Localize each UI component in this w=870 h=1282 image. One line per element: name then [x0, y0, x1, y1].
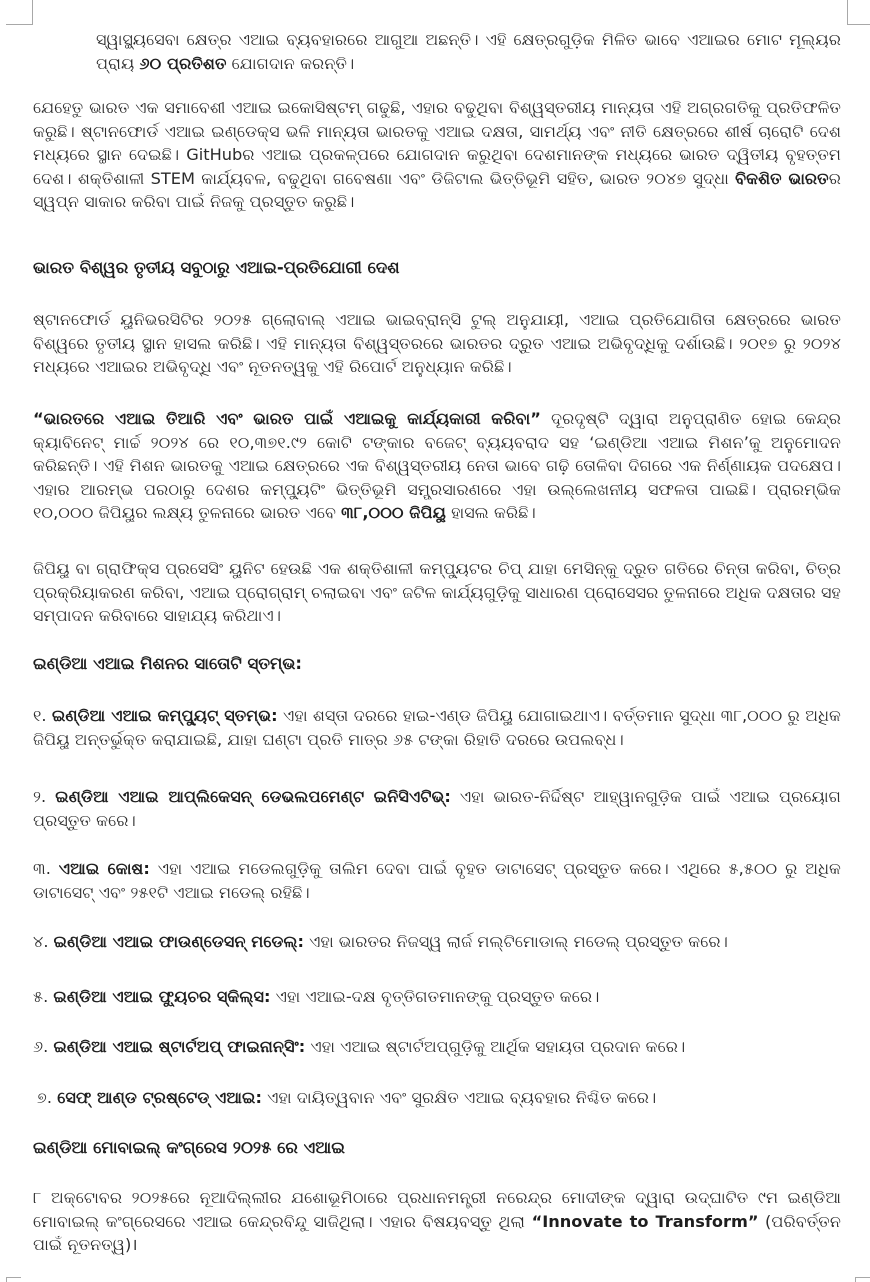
list-item-text: ଏହା ଶସ୍ତା ଦରରେ ହାଇ-ଏଣ୍ଡ ଜିପିୟୁ ଯୋଗାଇଥାଏ। ବର୍ତ୍ତମାନ ସୁଦ୍ଧା ୩୮,୦୦୦ ରୁ ଅଧିକ ଜିପିୟୁ ଅନ୍ତର୍ଭୁକ୍ତ କରାଯାଇଛି, ଯାହା ଘଣ୍ଟା ପ୍ରତି ମାତ୍ର ୬୫ ଟଙ୍କା ରିହାତି ଦରରେ ଉପଲବ୍ଧ। [33, 706, 841, 749]
list-item-title: ଇଣ୍ଡିଆ ଏଆଇ ଷ୍ଟାର୍ଟଅପ୍ ଫାଇନାନ୍ସିଂ: [53, 1037, 306, 1056]
list-item-text: ଏହା ଏଆଇ ଷ୍ଟାର୍ଟଅପ୍‌ଗୁଡ଼ିକୁ ଆର୍ଥିକ ସହାୟତା ପ୍ରଦାନ କରେ। [305, 1037, 686, 1056]
paragraph-text: ଯୋଗଦାନ କରନ୍ତି। [226, 53, 355, 73]
list-item-text: ଏହା ଏଆଇ-ଦକ୍ଷ ବୃତ୍ତିଗତମାନଙ୍କୁ ପ୍ରସ୍ତୁତ କରେ। [270, 987, 600, 1006]
bold-percentage: ୬୦ ପ୍ରତିଶତ [139, 53, 227, 73]
bold-gpu-count: ୩୮,୦୦୦ ଜିପିୟୁ [341, 503, 446, 522]
paragraph-india-ai-mission [33, 407, 841, 525]
list-number: ୨. [33, 787, 56, 806]
list-item-title: ଇଣ୍ଡିଆ ଏଆଇ ଫ୍ୟୁଚର ସ୍କିଲ୍‌ସ: [53, 987, 271, 1006]
list-item-title: ଇଣ୍ଡିଆ ଏଆଇ ଫାଉଣ୍ଡେସନ୍ ମଡେଲ୍: [53, 932, 304, 951]
list-item-title: ଇଣ୍ଡିଆ ଏଆଇ କମ୍ପ୍ୟୁଟ୍ ସ୍ତମ୍ଭ: [51, 706, 278, 725]
list-item [33, 1035, 841, 1059]
crop-mark-top-left [6, 0, 33, 25]
list-item [37, 1086, 845, 1110]
list-item-text: ଏହା ଭାରତର ନିଜସ୍ୱ ଲାର୍ଜ ମଲ୍ଟିମୋଡାଲ୍ ମଡେଲ୍ ପ୍ରସ୍ତୁତ କରେ। [304, 932, 728, 951]
section-heading-mobile-congress: ଇଣ୍ଡିଆ ମୋବାଇଲ୍ କଂଗ୍ରେସ ୨୦୨୫ ରେ ଏଆଇ [33, 1138, 345, 1157]
paragraph-ecosystem [33, 96, 841, 214]
paragraph-text: ଦୂରଦୃଷ୍ଟି ଦ୍ୱାରା ଅନୁପ୍ରାଣିତ ହୋଇ କେନ୍ଦ୍ର କ୍ୟାବିନେଟ୍ ମାର୍ଚ୍ଚ ୨୦୨୪ ରେ ୧୦,୩୭୧.୯୨ କୋଟି ଟଙ୍କାର ବଜେଟ୍ ବ୍ୟୟବରାଦ ସହ ‘ଇଣ୍ଡିଆ ଏଆଇ ମିଶନ’କୁ ଅନୁମୋଦନ କରିଛନ୍ତି। ଏହି ମିଶନ ଭାରତକୁ ଏଆଇ କ୍ଷେତ୍ରରେ ଏକ ବିଶ୍ୱସ୍ତରୀୟ ନେତା ଭାବେ ଗଢ଼ି ତୋଳିବା ଦିଗରେ ଏକ ନିର୍ଣ୍ଣାୟକ ପଦକ୍ଷେପ। ଏହାର ଆରମ୍ଭ ପରଠାରୁ ଦେଶର କମ୍ପ୍ୟୁଟିଂ ଭିତ୍ତିଭୂମି ସମ୍ପ୍ରସାରଣରେ ଏହା ଉଲ୍ଲେଖନୀୟ ସଫଳତା ପାଇଛି। ପ୍ରାରମ୍ଭିକ ୧୦,୦୦୦ ଜିପିୟୁର ଲକ୍ଷ୍ୟ ତୁଳନାରେ ଭାରତ ଏବେ [33, 409, 841, 522]
list-number: ୫. [33, 987, 54, 1006]
list-item [33, 985, 841, 1009]
section-heading-seven-pillars: ଇଣ୍ଡିଆ ଏଆଇ ମିଶନର ସାତୋଟି ସ୍ତମ୍ଭ: [33, 654, 302, 673]
list-item [33, 857, 841, 904]
paragraph-gpu-definition: ଜିପିୟୁ ବା ଗ୍ରାଫିକ୍ସ ପ୍ରସେସିଂ ୟୁନିଟ ହେଉଛି ଏକ ଶକ୍ତିଶାଳୀ କମ୍ପ୍ୟୁଟର ଚିପ୍ ଯାହା ମେସିନ୍‌କୁ ଦ୍ରୁତ ଗତିରେ ଚିନ୍ତା କରିବା, ଚିତ୍ର ପ୍ରକ୍ରିୟାକରଣ କରିବା, ଏଆଇ ପ୍ରୋଗ୍ରାମ୍ ଚଲାଇବା ଏବଂ ଜଟିଳ କାର୍ଯ୍ୟଗୁଡ଼ିକୁ ସାଧାରଣ ପ୍ରୋସେସର ତୁଳନାରେ ଅଧିକ ଦକ୍ଷତାର ସହ ସମ୍ପାଦନ କରିବାରେ ସାହାଯ୍ୟ କରିଥାଏ। [33, 559, 841, 625]
list-number: ୪. [33, 932, 54, 951]
list-item-title: ସେଫ୍ ଆଣ୍ଡ ଟ୍ରଷ୍ଟେଡ୍ ଏଆଇ: [57, 1088, 262, 1107]
list-item-text: ଏହା ଭାରତ-ନିର୍ଦ୍ଦିଷ୍ଟ ଆହ୍ୱାନଗୁଡ଼ିକ ପାଇଁ ଏଆଇ ପ୍ରୟୋଗ ପ୍ରସ୍ତୁତ କରେ। [33, 787, 841, 830]
list-item-text: ଏହା ଏଆଇ ମଡେଲଗୁଡ଼ିକୁ ତାଲିମ ଦେବା ପାଇଁ ବୃହତ ଡାଟାସେଟ୍ ପ୍ରସ୍ତୁତ କରେ। ଏଥିରେ ୫,୫୦୦ ରୁ ଅଧିକ ଡାଟାସେଟ୍ ଏବଂ ୨୫୧ଟି ଏଆଇ ମଡେଲ୍ ରହିଛି। [33, 859, 842, 902]
list-number: ୧. [33, 706, 52, 725]
list-item-title: ଇଣ୍ଡିଆ ଏଆଇ ଆପ୍ଲିକେସନ୍ ଡେଭଲପମେଣ୍ଟ ଇନିସିଏଟିଭ୍: [55, 787, 451, 806]
list-item-text: ଏହା ଦାୟିତ୍ୱବାନ ଏବଂ ସୁରକ୍ଷିତ ଏଆଇ ବ୍ୟବହାର ନିଶ୍ଚିତ କରେ। [261, 1088, 657, 1107]
list-number: ୩. [33, 859, 59, 878]
crop-mark-top-right [847, 0, 870, 25]
paragraph-text: ହାସଲ କରିଛି। [445, 503, 536, 522]
list-item-title: ଏଆଇ କୋଷ: [58, 859, 150, 878]
paragraph-imc-2025 [33, 1186, 841, 1257]
paragraph-stanford-ranking: ଷ୍ଟାନଫୋର୍ଡ ୟୁନିଭରସିଟିର ୨୦୨୫ ଗ୍ଲୋବାଲ୍ ଏଆଇ ଭାଇବ୍ରାନ୍ସି ଟୁଲ୍ ଅନୁଯାୟୀ, ଏଆଇ ପ୍ରତିଯୋଗିତା କ୍ଷେତ୍ରରେ ଭାରତ ବିଶ୍ୱରେ ତୃତୀୟ ସ୍ଥାନ ହାସଲ କରିଛି। ଏହି ମାନ୍ୟତା ବିଶ୍ୱସ୍ତରରେ ଭାରତର ଦ୍ରୁତ ଏଆଇ ଅଭିବୃଦ୍ଧିକୁ ଦର୍ଶାଉଛି। ୨୦୧୭ ରୁ ୨୦୨୪ ମଧ୍ୟରେ ଏଆଇର ଅଭିବୃଦ୍ଧି ଏବଂ ନୂତନତ୍ୱକୁ ଏହି ରିପୋର୍ଟ ଅନୁଧ୍ୟାନ କରିଛି। [33, 310, 841, 376]
paragraph-text: ର ସ୍ୱପ୍ନ ସାକାର କରିବା ପାଇଁ ନିଜକୁ ପ୍ରସ୍ତୁତ କରୁଛି। [33, 168, 841, 211]
list-item [33, 704, 841, 751]
paragraph-healthcare [96, 28, 841, 75]
section-heading-ai-competitive: ଭାରତ ବିଶ୍ୱର ତୃତୀୟ ସବୁଠାରୁ ଏଆଇ-ପ୍ରତିଯୋଗୀ ଦେଶ [33, 258, 400, 277]
bold-viksit-bharat: ବିକଶିତ ଭାରତ [735, 168, 829, 188]
paragraph-text: (ପରିବର୍ତ୍ତନ ପାଇଁ ନୂତନତ୍ୱ)। [33, 1211, 842, 1254]
crop-mark-bottom-right [855, 1277, 870, 1282]
bold-quote: “ଭାରତରେ ଏଆଇ ତିଆରି ଏବଂ ଭାରତ ପାଇଁ ଏଆଇକୁ କାର୍ଯ୍ୟକାରୀ କରିବା” [33, 409, 541, 428]
bold-theme: “Innovate to Transform” [531, 1211, 759, 1231]
list-item [33, 785, 841, 832]
list-number: ୭. [37, 1088, 58, 1107]
crop-mark-bottom-left [6, 1277, 21, 1282]
list-item [33, 930, 841, 954]
paragraph-text: ୮ ଅକ୍ଟୋବର ୨୦୨୫ରେ ନୂଆଦିଲ୍ଲୀର ଯଶୋଭୂମିଠାରେ ପ୍ରଧାନମନ୍ତ୍ରୀ ନରେନ୍ଦ୍ର ମୋଦୀଙ୍କ ଦ୍ୱାରା ଉଦ୍‌ଘାଟିତ ୯ମ ଇଣ୍ଡିଆ ମୋବାଇଲ୍ କଂଗ୍ରେସରେ ଏଆଇ କେନ୍ଦ୍ରବିନ୍ଦୁ ସାଜିଥିଲା। ଏହାର ବିଷୟବସ୍ତୁ ଥିଲା [33, 1188, 841, 1231]
paragraph-text: ଯେହେତୁ ଭାରତ ଏକ ସମାବେଶୀ ଏଆଇ ଇକୋସିଷ୍ଟମ୍ ଗଢୁଛି, ଏହାର ବଢୁଥିବା ବିଶ୍ୱସ୍ତରୀୟ ମାନ୍ୟତା ଏହି ଅଗ୍ରଗତିକୁ ପ୍ରତିଫଳିତ କରୁଛି। ଷ୍ଟାନଫୋର୍ଡ ଏଆଇ ଇଣ୍ଡେକ୍ସ ଭଳି ମାନ୍ୟତା ଭାରତକୁ ଏଆଇ ଦକ୍ଷତା, ସାମର୍ଥ୍ୟ ଏବଂ ନୀତି କ୍ଷେତ୍ରରେ ଶୀର୍ଷ ଚାରୋଟି ଦେଶ ମଧ୍ୟରେ ସ୍ଥାନ ଦେଇଛି। GitHubର ଏଆଇ ପ୍ରକଳ୍ପରେ ଯୋଗଦାନ କରୁଥିବା ଦେଶମାନଙ୍କ ମଧ୍ୟରେ ଭାରତ ଦ୍ୱିତୀୟ ବୃହତ୍ତମ ଦେଶ। ଶକ୍ତିଶାଳୀ STEM କାର୍ଯ୍ୟବଳ, ବଢୁଥିବା ଗବେଷଣା ଏବଂ ଡିଜିଟାଲ ଭିତ୍ତିଭୂମି ସହିତ, ଭାରତ ୨୦୪୭ ସୁଦ୍ଧା [33, 98, 841, 188]
paragraph-text: ସ୍ୱାସ୍ଥ୍ୟସେବା କ୍ଷେତ୍ର ଏଆଇ ବ୍ୟବହାରରେ ଆଗୁଆ ଅଛନ୍ତି। ଏହି କ୍ଷେତ୍ରଗୁଡ଼ିକ ମିଳିତ ଭାବେ ଏଆଇର ମୋଟ ମୂଲ୍ୟର ପ୍ରାୟ [96, 30, 841, 73]
list-number: ୬. [33, 1037, 54, 1056]
